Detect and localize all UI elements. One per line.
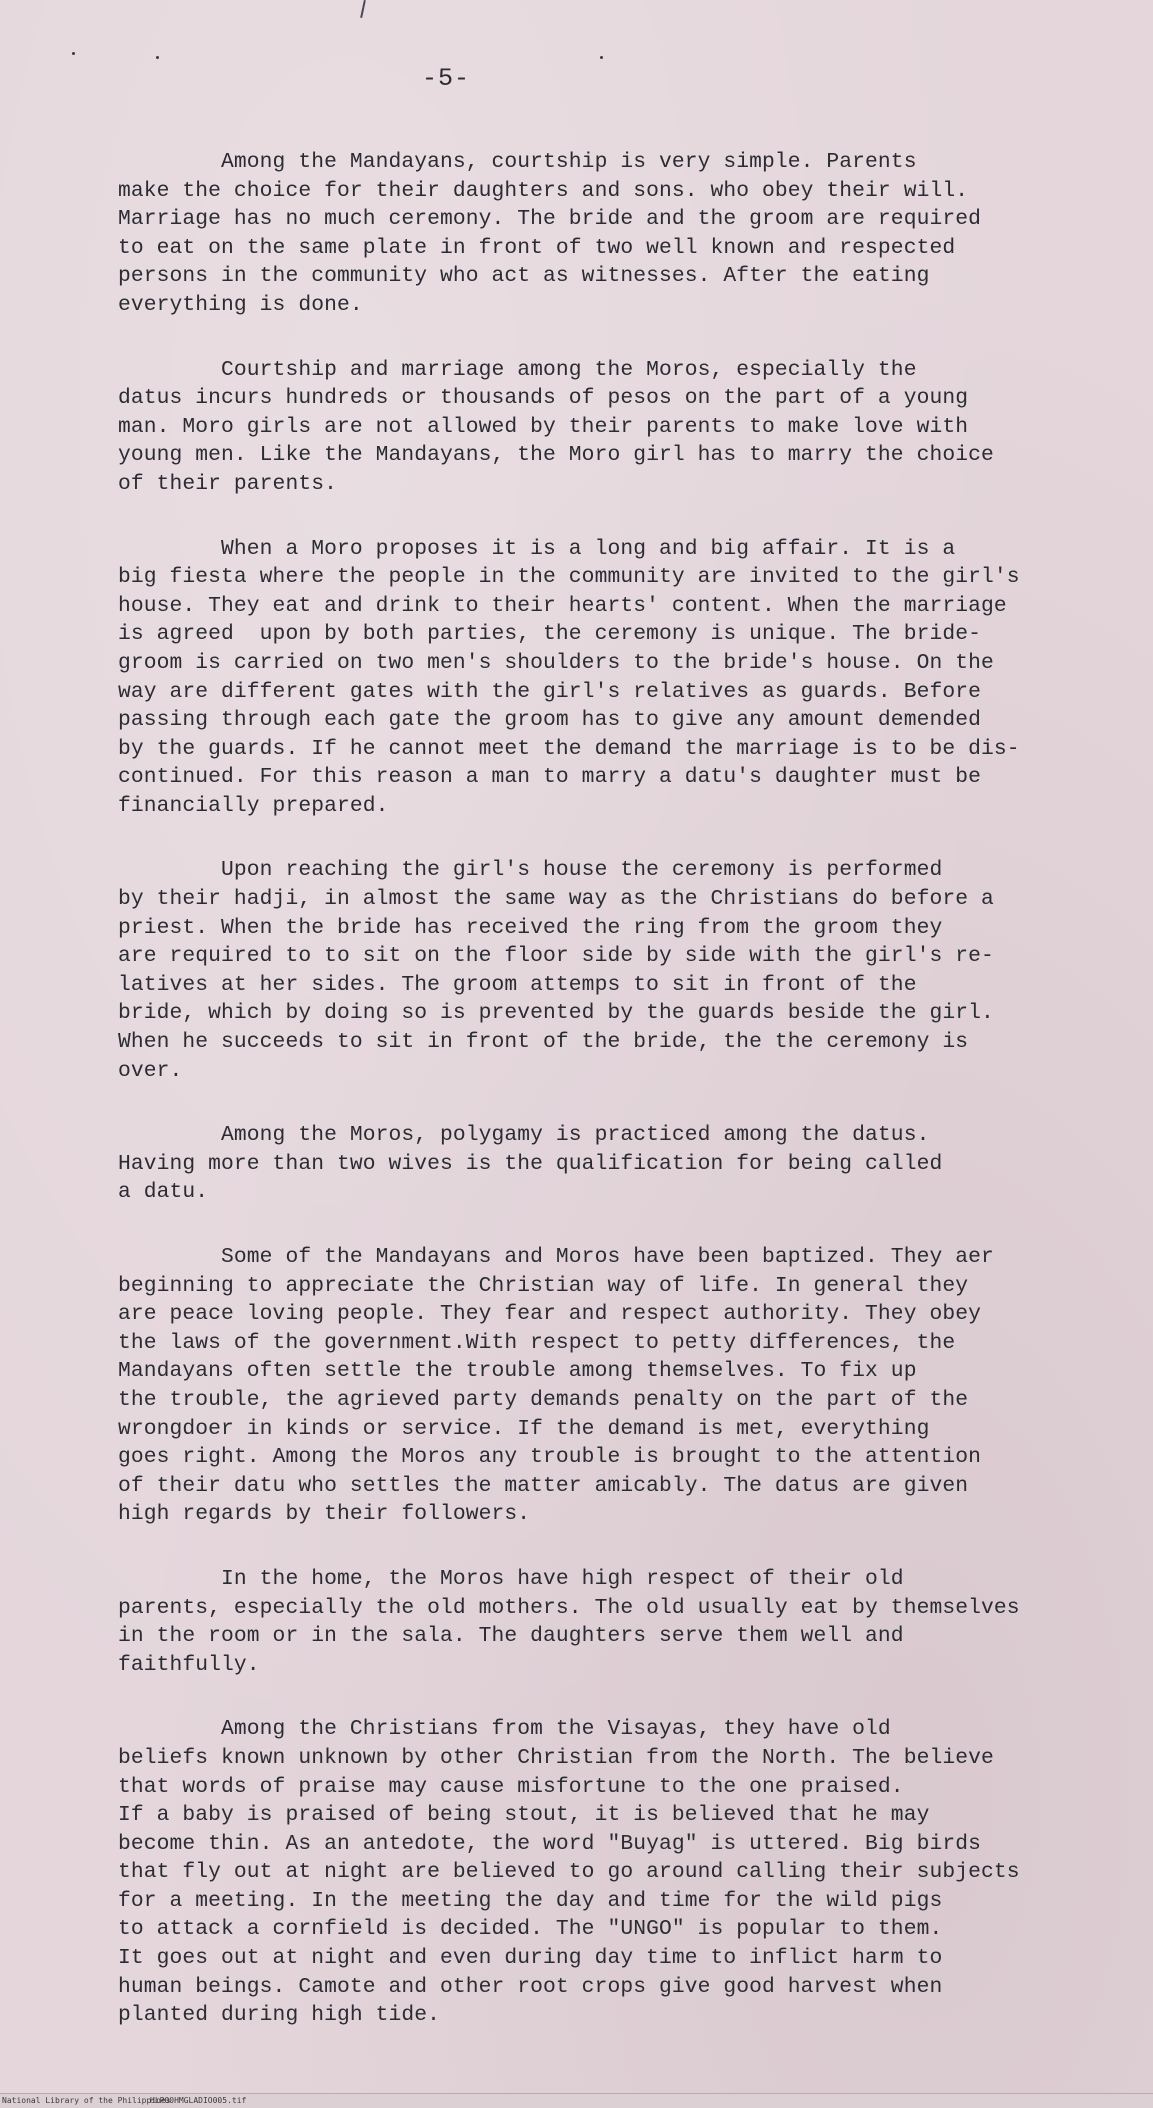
text-line: Having more than two wives is the qualification for being called (118, 1151, 943, 1176)
text-line: beginning to appreciate the Christian way of life. In general they (118, 1273, 969, 1298)
paragraph (118, 856, 1108, 1085)
ink-mark (360, 0, 366, 18)
text-line: bride, which by doing so is prevented by the guards beside the girl. (118, 1001, 994, 1026)
text-line: become thin. As an antedote, the word "Buyag" is uttered. Big birds (118, 1831, 981, 1856)
paragraph (118, 148, 1108, 320)
text-line: Some of the Mandayans and Moros have been baptized. They aer (118, 1245, 994, 1269)
footer-source: National Library of the Philippines (2, 2096, 171, 2105)
text-line: everything is done. (118, 292, 363, 317)
text-line: of their datu who settles the matter amicably. The datus are given (118, 1473, 969, 1498)
paragraph (118, 1715, 1108, 2030)
paragraph (118, 1121, 1108, 1207)
footer-filename: HLPO0HMGLADIO005.tif (150, 2096, 247, 2105)
text-line: is agreed upon by both parties, the ceremony is unique. The bride- (118, 622, 981, 647)
text-line: the trouble, the agrieved party demands penalty on the part of the (118, 1387, 969, 1412)
text-line: faithfully. (118, 1652, 260, 1677)
text-line: Upon reaching the girl's house the ceremony is performed (118, 858, 943, 883)
text-line: financially prepared. (118, 793, 389, 818)
text-line: Among the Mandayans, courtship is very simple. Parents (118, 150, 917, 174)
text-line: big fiesta where the people in the community are invited to the girl's (118, 565, 1020, 590)
text-line: to eat on the same plate in front of two well known and respected (118, 235, 956, 260)
text-line: In the home, the Moros have high respect of their old (118, 1566, 904, 1591)
text-line: young men. Like the Mandayans, the Moro girl has to marry the choice (118, 443, 994, 468)
text-line: of their parents. (118, 471, 337, 496)
text-line: that fly out at night are believed to go around calling their subjects (118, 1860, 1020, 1885)
text-line: passing through each gate the groom has to give any amount demended (118, 708, 981, 733)
ink-speck (600, 56, 603, 59)
text-line: continued. For this reason a man to marry a datu's daughter must be (118, 765, 981, 790)
paragraph (118, 1565, 1108, 1679)
page-number: -5- (422, 64, 471, 93)
text-line: latives at her sides. The groom attemps to sit in front of the (118, 972, 917, 997)
text-line: persons in the community who act as witnesses. After the eating (118, 264, 930, 289)
paragraph (118, 1243, 1108, 1529)
text-line: When he succeeds to sit in front of the bride, the the ceremony is (118, 1030, 969, 1055)
text-line: human beings. Camote and other root crops give good harvest when (118, 1974, 943, 1999)
text-line: make the choice for their daughters and sons. who obey their will. (118, 178, 969, 203)
text-line: high regards by their followers. (118, 1502, 531, 1527)
text-line: If a baby is praised of being stout, it is believed that he may (118, 1803, 930, 1828)
text-line: for a meeting. In the meeting the day and time for the wild pigs (118, 1888, 943, 1913)
text-line: datus incurs hundreds or thousands of pesos on the part of a young (118, 386, 969, 411)
text-line: priest. When the bride has received the ring from the groom they (118, 915, 943, 940)
text-line: parents, especially the old mothers. The old usually eat by themselves (118, 1595, 1020, 1620)
scan-footer (0, 2093, 1153, 2108)
text-line: planted during high tide. (118, 2003, 441, 2028)
text-line: wrongdoer in kinds or service. If the demand is met, everything (118, 1416, 930, 1441)
text-line: goes right. Among the Moros any trouble is brought to the attention (118, 1445, 981, 1470)
text-line: by their hadji, in almost the same way as the Christians do before a (118, 887, 994, 912)
text-line: in the room or in the sala. The daughters serve them well and (118, 1624, 904, 1649)
text-line: Among the Christians from the Visayas, they have old (118, 1717, 891, 1742)
text-line: Among the Moros, polygamy is practiced among the datus. (118, 1123, 930, 1148)
text-line: that words of praise may cause misfortune to the one praised. (118, 1774, 904, 1799)
text-line: to attack a cornfield is decided. The "UNGO" is popular to them. (118, 1917, 943, 1942)
text-line: by the guards. If he cannot meet the demand the marriage is to be dis- (118, 736, 1020, 761)
text-line: house. They eat and drink to their hearts' content. When the marriage (118, 593, 1007, 618)
text-line: man. Moro girls are not allowed by their parents to make love with (118, 414, 969, 439)
text-line: It goes out at night and even during day time to inflict harm to (118, 1946, 943, 1971)
text-line: beliefs known unknown by other Christian from the North. The believe (118, 1745, 994, 1770)
ink-speck (72, 52, 75, 55)
text-line: When a Moro proposes it is a long and big affair. It is a (118, 536, 956, 561)
text-line: are peace loving people. They fear and respect authority. They obey (118, 1302, 981, 1327)
text-line: Courtship and marriage among the Moros, especially the (118, 357, 917, 382)
paragraph (118, 535, 1108, 821)
text-line: the laws of the government.With respect to petty differences, the (118, 1330, 956, 1355)
text-line: over. (118, 1058, 183, 1083)
ink-speck (156, 56, 159, 59)
text-line: a datu. (118, 1180, 209, 1205)
body-text (118, 148, 1108, 2066)
text-line: are required to to sit on the floor side by side with the girl's re- (118, 944, 994, 969)
text-line: Mandayans often settle the trouble among themselves. To fix up (118, 1359, 917, 1384)
paragraph (118, 356, 1108, 499)
text-line: way are different gates with the girl's relatives as guards. Before (118, 679, 981, 704)
text-line: Marriage has no much ceremony. The bride and the groom are required (118, 207, 981, 232)
text-line: groom is carried on two men's shoulders to the bride's house. On the (118, 650, 994, 675)
